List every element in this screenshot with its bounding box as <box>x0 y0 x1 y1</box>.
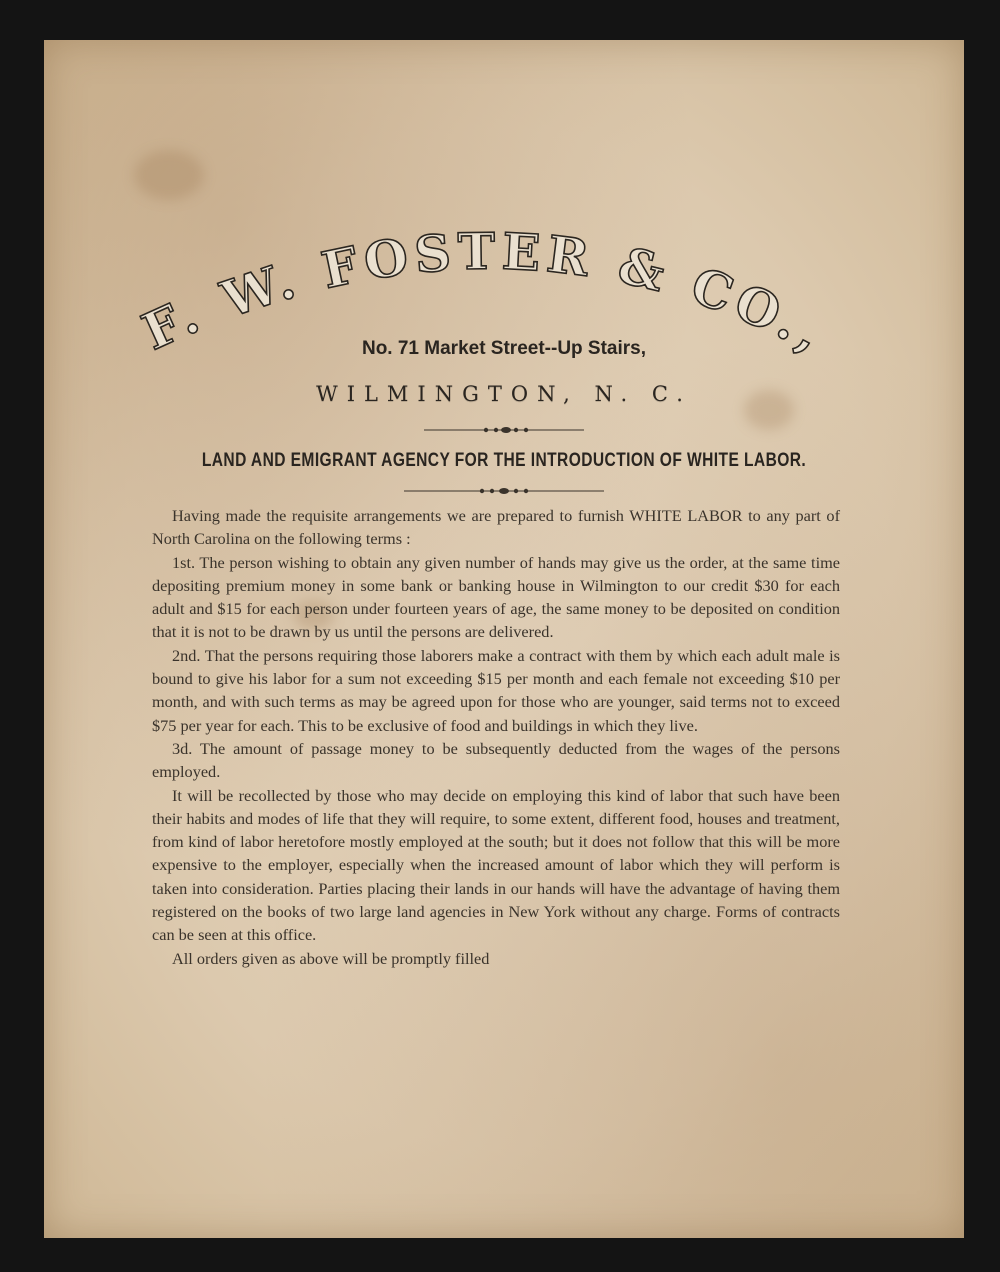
intro-paragraph: Having made the requisite arrangements we are prepared to furnish WHITE LABOR to any part of North Carolina on the following terms : <box>152 506 840 549</box>
term-3-paragraph: 3d. The amount of passage money to be subsequently deducted from the wages of the persons employed. <box>152 738 840 782</box>
firm-name: F. W. FOSTER & CO., <box>133 221 838 366</box>
term-1-paragraph: 1st. The person wishing to obtain any given number of hands may give us the order, at the same time depositing premium money in some bank or banking house in Wilmington to our credit $30 for each adult and $15 for each person under fourteen years of age, the same money to be deposited on condition that it is not to be drawn by us until the persons are delivered. <box>152 552 840 642</box>
street-address: No. 71 Market Street--Up Stairs, <box>361 338 647 359</box>
ornament-divider <box>44 425 964 435</box>
ornament-divider <box>44 486 964 496</box>
document-page <box>44 40 964 1238</box>
notes-paragraph: It will be recollected by those who may decide on employing this kind of labor that such have been their habits and modes of life that they will require, to some extent, different food, houses and treatment, from kind of labor heretofore mostly employed at the south; but it does not follow that this will be more expensive to the employer, especially when the increased amount of labor which they will perform is taken into consideration. Parties placing their lands in our hands will have the advantage of having them registered on the books of two large land agencies in New York without any charge. Forms of contracts can be seen at this office. <box>152 785 840 945</box>
closing-paragraph: All orders given as above will be promptly filled <box>172 948 490 968</box>
term-2-paragraph: 2nd. That the persons requiring those laborers make a contract with them by which each adult male is bound to give his labor for a sum not exceeding $15 per month and each female not exceeding $10 per month, and with such terms as may be agreed upon for those who are younger, said terms not to exceed $75 per year for each. This to be exclusive of food and buildings in which they live. <box>152 645 840 735</box>
agency-title: LAND AND EMIGRANT AGENCY FOR THE INTRODUCTION OF WHITE LABOR. <box>201 450 807 471</box>
document-body <box>152 504 840 970</box>
city-heading: WILMINGTON, N. C. <box>316 382 692 406</box>
